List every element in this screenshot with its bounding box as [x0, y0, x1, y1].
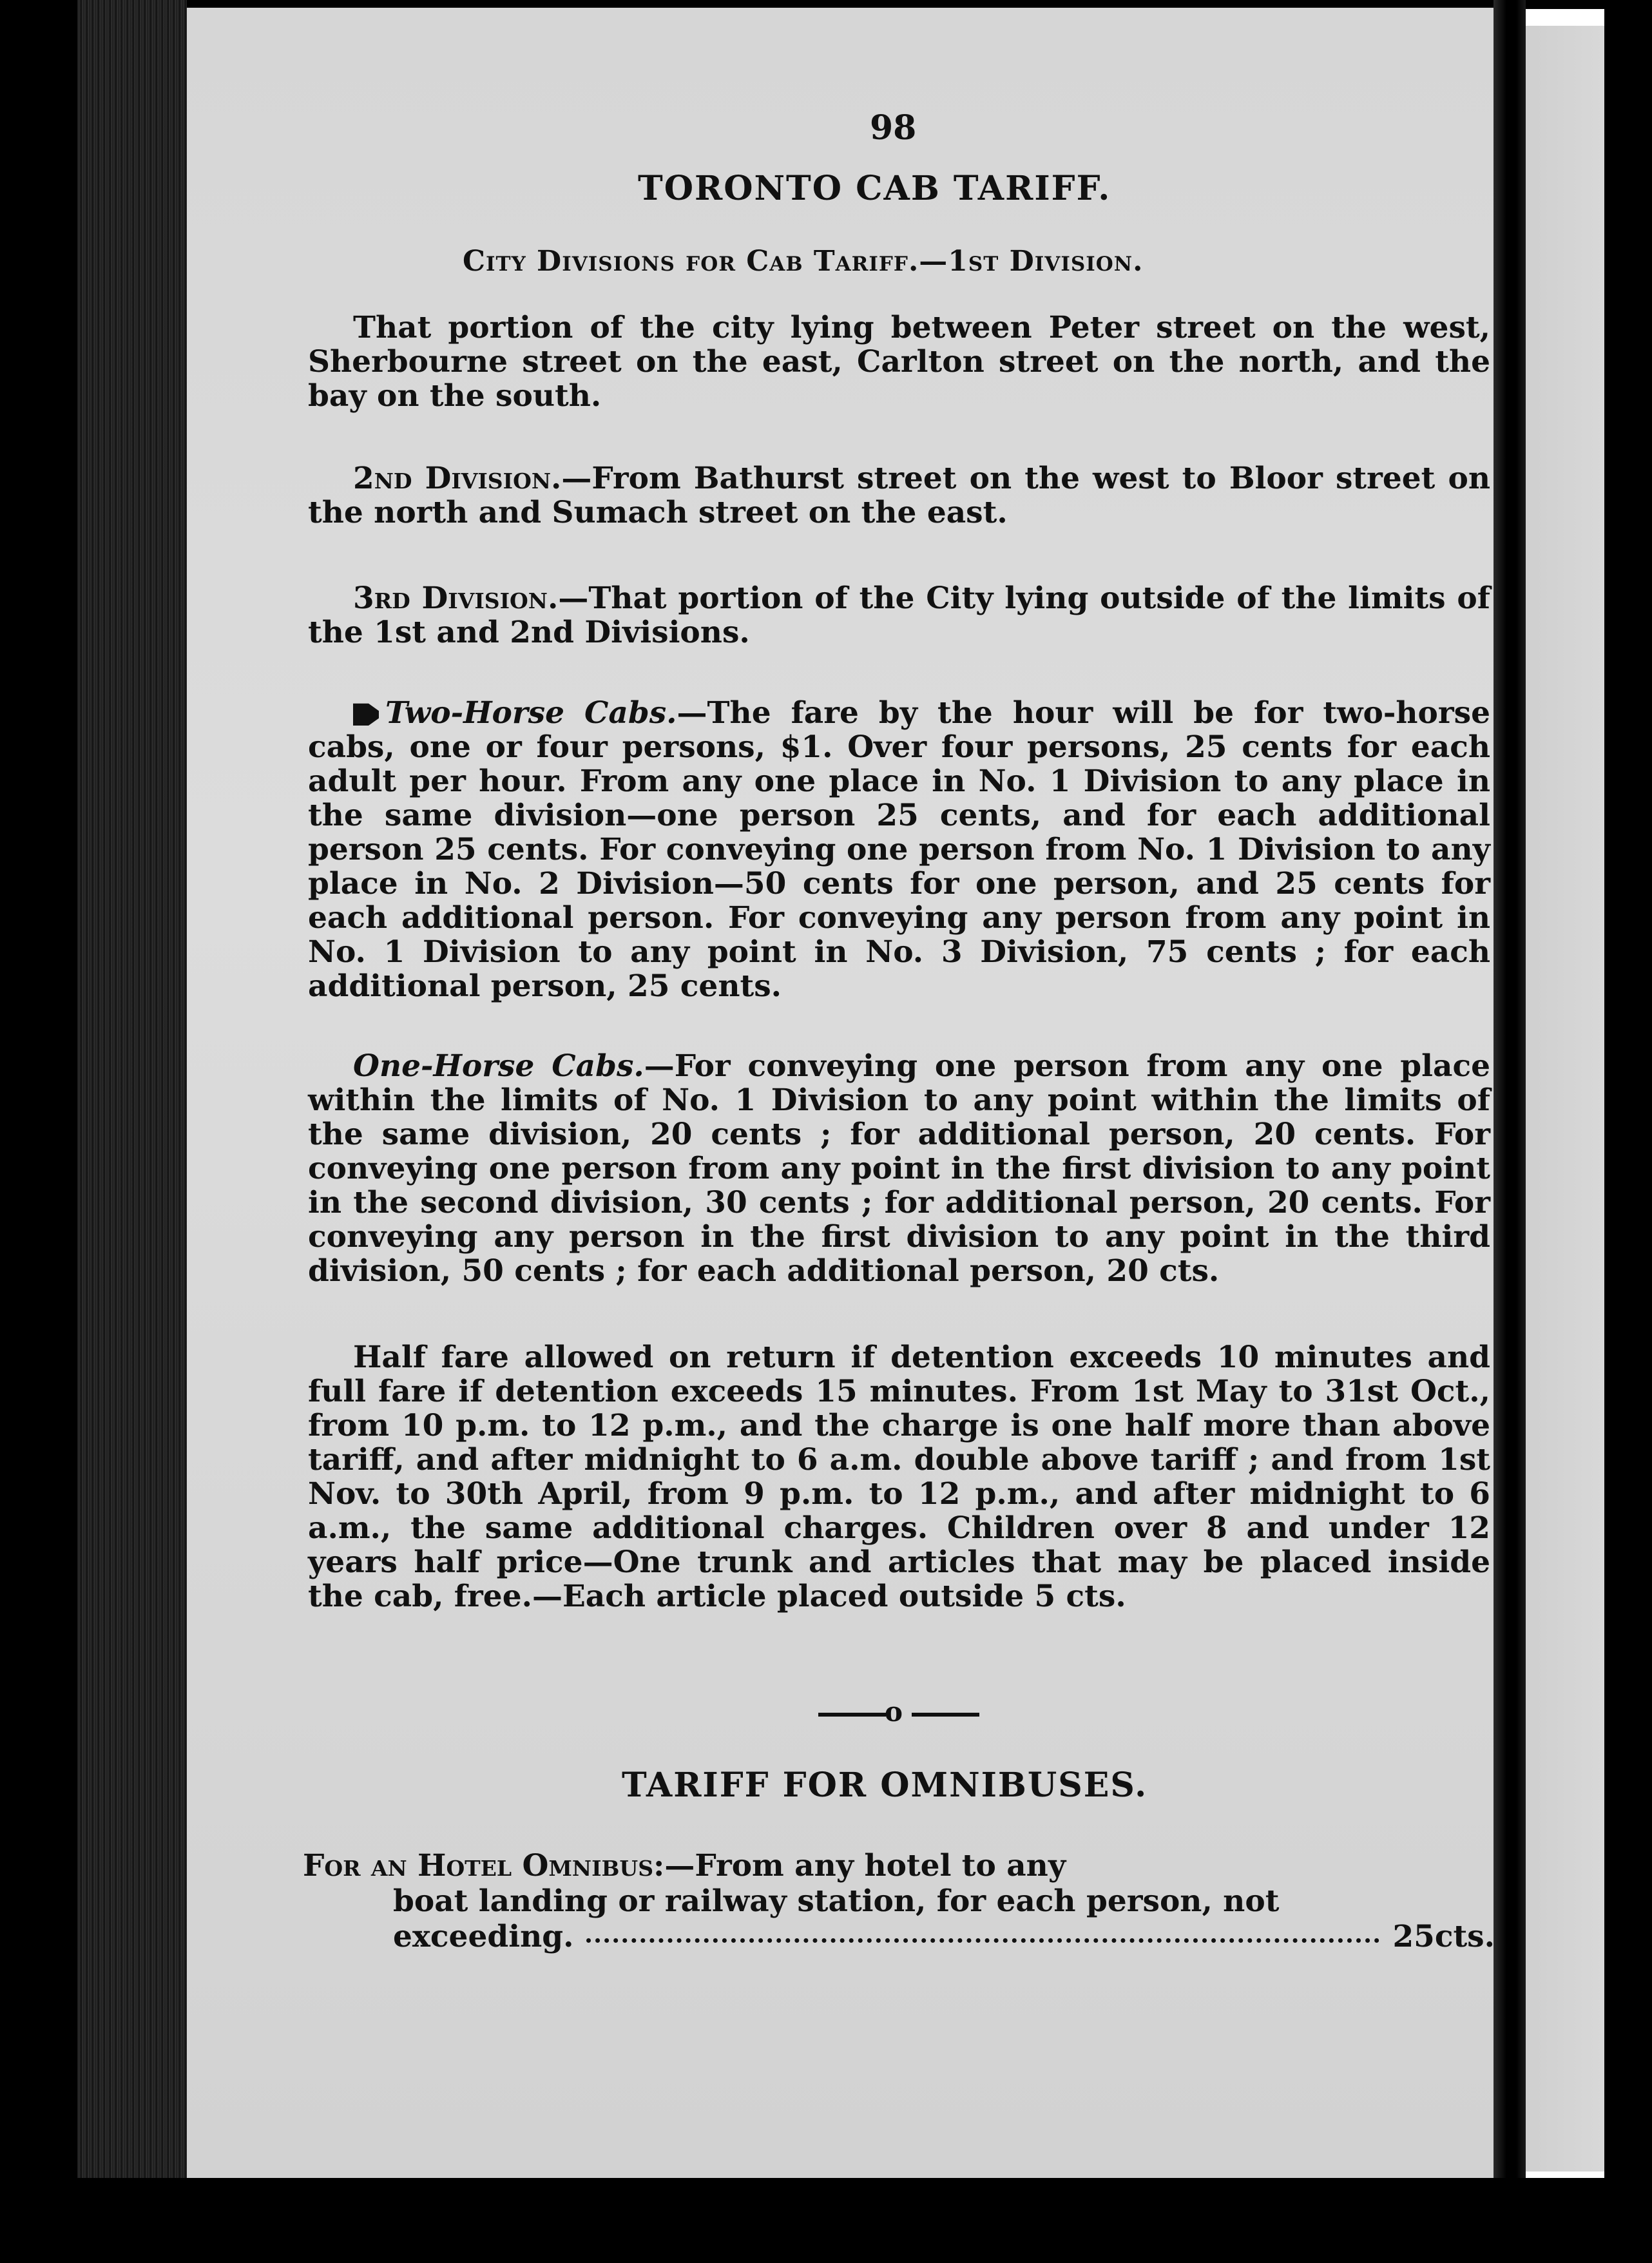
facing-page-fragment: w — [1611, 1325, 1635, 1358]
book-page-edges — [77, 0, 187, 2184]
facing-page-fragment: t — [1611, 1255, 1624, 1287]
one-horse-cabs-paragraph — [308, 1049, 1490, 1288]
second-division-paragraph — [308, 461, 1490, 530]
facing-page-fragment: t — [1611, 1538, 1624, 1571]
divider-ornament: o — [885, 1696, 903, 1728]
divider-line-left — [818, 1713, 886, 1717]
facing-page-fragment: A — [1611, 1822, 1633, 1854]
omnibus-tariff-entry — [303, 1848, 1495, 1954]
omnibus-line2: boat landing or railway station, for each person, not — [393, 1883, 1280, 1919]
two-horse-text: —The fare by the hour will be for two-horse cabs, one or four persons, $1. Over four persons, 25 cents for each adult per hour. From any one place in No. 1 Division to any place in the same division—one person 25 cents, and for each additional person 25 cents. For conveying one person from No. 1 Division to any place in No. 2 Division—50 cents for one person, and 25 cents for each additional person. For conveying any person from any point in No. 1 Division to any point in No. 3 Division, 75 cents ; for each additional person, 25 cents. — [308, 695, 1490, 1004]
facing-page-fragment — [1611, 1218, 1650, 1253]
one-horse-text: —For conveying one person from any one place within the limits of No. 1 Division to any point within the limits of the same division, 20 cents ; for additional person, 20 cents. For conveying one person from any point in the first division to any point in the second division, 30 cents ; for additional person, 20 cents. For conveying any person in the first division to any point in the third division, 50 cents ; for each additional person, 20 cts. — [308, 1048, 1490, 1289]
facing-page-fragment — [1611, 1679, 1650, 1714]
half-fare-paragraph: Half fare allowed on return if detention exceeds 10 minutes and full fare if detention exceeds 15 minutes. From 1st May to 31st Oct., from 10 p.m. to 12 p.m., and the charge is one half more than above tariff, and after midnight to 6 a.m. double above tariff ; and from 1st Nov. to 30th April, from 9 p.m. to 12 p.m., and after midnight to 6 a.m., the same additional charges. Children over 8 and under 12 years half price—One trunk and articles that may be placed inside the cab, free.—Each article placed outside 5 cts. — [308, 1340, 1490, 1614]
facing-page-fragment: an — [1611, 1928, 1650, 1961]
facing-page-fragment: V — [1611, 1857, 1633, 1890]
facing-page-fragment: B — [1611, 1432, 1635, 1465]
facing-page-fragment: c — [1611, 1396, 1628, 1429]
facing-page-fragment: I — [1611, 1113, 1624, 1146]
third-division-text: —That portion of the City lying outside of the limits of the 1st and 2nd Divisions. — [308, 581, 1490, 650]
scan-border-bottom — [0, 2178, 1652, 2263]
one-horse-lead: One-Horse Cabs. — [353, 1048, 644, 1084]
first-division-paragraph: That portion of the city lying between Peter street on the west, Sherbourne street on the east, Carlton street on the north, and the bay on the south. — [308, 310, 1490, 414]
facing-page-fragment: n — [1611, 1574, 1631, 1606]
facing-page-fragment: P — [1611, 1786, 1633, 1819]
facing-page-fragment: C — [1611, 1751, 1634, 1784]
omnibus-price: 25cts. — [1392, 1919, 1495, 1954]
facing-page-fragment — [1611, 1714, 1650, 1749]
book-gutter — [1494, 0, 1526, 2184]
section-divider — [818, 1696, 979, 1728]
second-division-lead: 2nd Division. — [353, 461, 562, 496]
two-horse-cabs-paragraph — [308, 696, 1490, 1003]
facing-page-fragment — [1611, 1501, 1650, 1537]
second-division-text: —From Bathurst street on the west to Bloor street on the north and Sumach street on the east. — [308, 461, 1490, 530]
third-division-paragraph — [308, 581, 1490, 650]
scan-border-left — [0, 0, 77, 2263]
two-horse-lead: Two-Horse Cabs. — [385, 695, 677, 731]
facing-page-fragment: F — [1611, 1184, 1631, 1217]
pointing-hand-icon — [353, 701, 379, 726]
omnibus-line1: :—From any hotel to any — [653, 1848, 1066, 1883]
facing-page-fragment: a — [1611, 1609, 1629, 1642]
omnibus-price-line — [303, 1919, 1495, 1954]
facing-page-fragment: c — [1611, 1148, 1628, 1181]
omnibus-line3: exceeding. — [393, 1919, 574, 1954]
page-number: 98 — [870, 108, 917, 148]
facing-page-fragments — [1611, 1112, 1650, 1962]
facing-page-fragment: d — [1611, 1290, 1631, 1323]
facing-page-fragment: M — [1611, 1892, 1642, 1925]
third-division-lead: 3rd Division. — [353, 581, 559, 616]
omnibus-lead: For an Hotel Omnibus — [303, 1848, 654, 1883]
page-title: TORONTO CAB TARIFF. — [638, 169, 1111, 208]
facing-page-fragment: b — [1611, 1644, 1631, 1677]
section-subheading: City Divisions for Cab Tariff.—1st Division. — [463, 245, 1144, 278]
divider-line-right — [912, 1713, 979, 1717]
omnibus-title: TARIFF FOR OMNIBUSES. — [622, 1766, 1148, 1805]
facing-page-fragment: R — [1611, 1467, 1635, 1500]
facing-page-fragment — [1611, 1360, 1650, 1395]
dot-leader — [586, 1938, 1379, 1943]
facing-page — [1526, 26, 1604, 2172]
